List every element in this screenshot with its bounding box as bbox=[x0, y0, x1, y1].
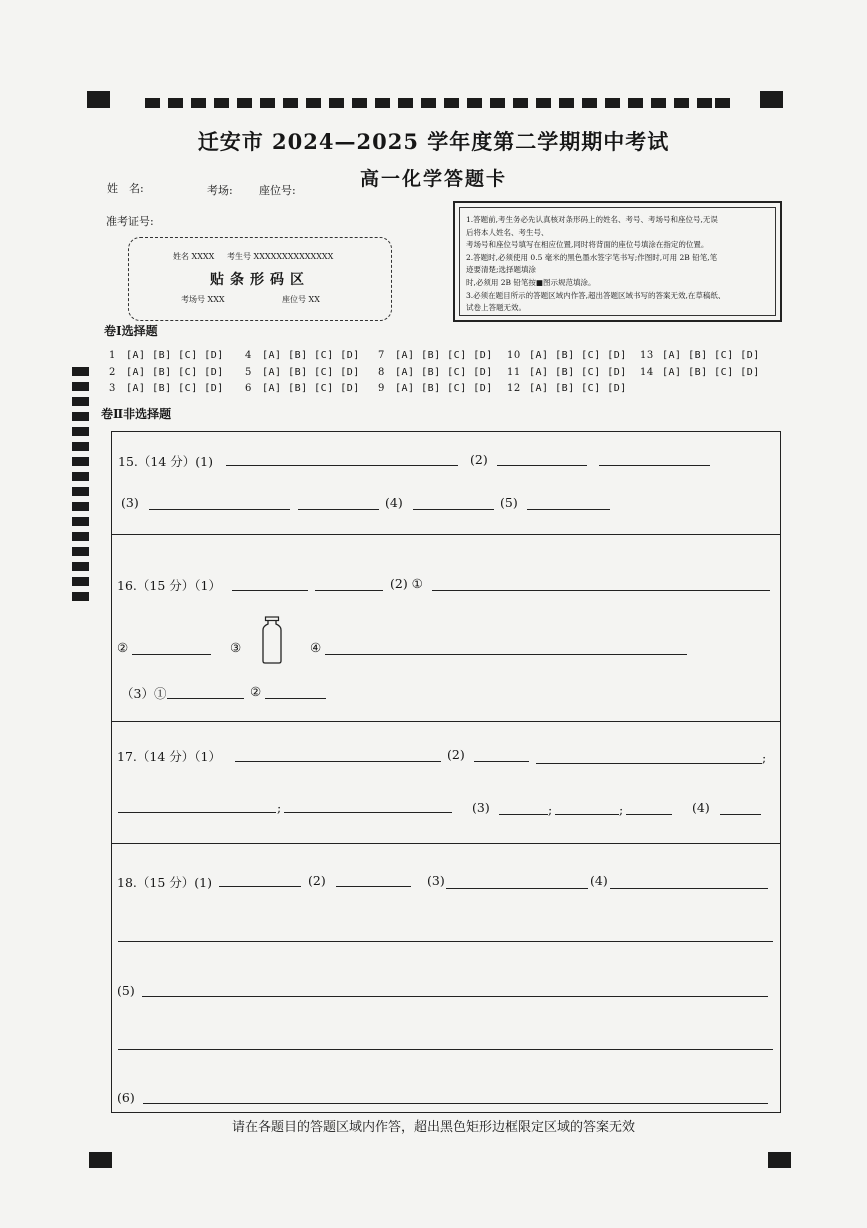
choice-row[interactable]: 11 [A] [B] [C] [D] bbox=[507, 367, 627, 378]
notice-line: 时,必须用 2B 铅笔按■图示规范填涂。 bbox=[466, 277, 596, 287]
choice-row[interactable]: 3 [A] [B] [C] [D] bbox=[109, 383, 224, 394]
notice-line: 1.答题前,考生务必先认真核对条形码上的姓名、考号、考场号和座位号,无误 bbox=[466, 215, 718, 224]
q18-answer-4[interactable] bbox=[610, 888, 768, 889]
q15-answer-2b[interactable] bbox=[599, 465, 710, 466]
q16-heading: 16.（15 分）（1） bbox=[117, 578, 221, 593]
q18-part4-label: (4) bbox=[590, 873, 608, 888]
q16-answer-3-2[interactable] bbox=[265, 698, 326, 699]
q17-answer-2c[interactable] bbox=[118, 812, 276, 813]
barcode-room-field: 考场号 XXX bbox=[181, 295, 225, 304]
q17-part4-label: (4) bbox=[692, 800, 710, 815]
q16-answer-1a[interactable] bbox=[232, 590, 308, 591]
barcode-seat-field: 座位号 XX bbox=[282, 295, 320, 304]
page-subtitle: 高一化学答题卡 bbox=[359, 168, 507, 190]
q17-answer-3a[interactable] bbox=[499, 814, 548, 815]
q18-part5-label: (5) bbox=[117, 983, 135, 998]
q17-answer-3c[interactable] bbox=[626, 814, 672, 815]
gas-bottle-icon[interactable] bbox=[262, 616, 282, 664]
q18-answer-1[interactable] bbox=[219, 886, 301, 887]
corner-mark-top-left bbox=[87, 91, 110, 108]
barcode-name-field: 姓名 XXXX bbox=[173, 252, 215, 261]
barcode-examinee-field: 考生号 XXXXXXXXXXXXXX bbox=[227, 252, 334, 261]
q18-part2-label: (2) bbox=[308, 873, 326, 888]
notice-line: 试卷上答题无效。 bbox=[466, 303, 526, 313]
notice-line: 考场号和座位号填写在相应位置,同时将背面的座位号填涂在指定的位置。 bbox=[466, 240, 709, 250]
divider-15-16 bbox=[111, 534, 781, 535]
q17-semicolon: ; bbox=[548, 802, 553, 817]
q16-answer-2-2[interactable] bbox=[132, 654, 211, 655]
section2-label: 卷Ⅱ非选择题 bbox=[101, 407, 172, 421]
q16-answer-1b[interactable] bbox=[315, 590, 383, 591]
q17-answer-2a[interactable] bbox=[474, 761, 529, 762]
q16-answer-2-4[interactable] bbox=[325, 654, 687, 655]
divider-17-18 bbox=[111, 843, 781, 844]
choice-row[interactable]: 14 [A] [B] [C] [D] bbox=[640, 367, 760, 378]
q17-semicolon: ; bbox=[277, 800, 282, 815]
seat-label: 座位号: bbox=[259, 184, 296, 197]
exam-id-label: 准考证号: bbox=[106, 215, 154, 228]
choice-row[interactable]: 1 [A] [B] [C] [D] bbox=[109, 350, 224, 361]
q16-part2-label: (2) ① bbox=[390, 576, 423, 591]
q15-answer-3a[interactable] bbox=[149, 509, 290, 510]
q16-part3-label: （3）① bbox=[121, 686, 167, 701]
choice-row[interactable]: 8 [A] [B] [C] [D] bbox=[378, 367, 493, 378]
barcode-sticker-area bbox=[128, 237, 392, 321]
q18-answer-line[interactable] bbox=[118, 941, 773, 942]
q15-part4-label: (4) bbox=[385, 495, 403, 510]
q18-answer-3[interactable] bbox=[446, 888, 588, 889]
q18-part3-label: (3) bbox=[427, 873, 445, 888]
q16-part3b-label: ② bbox=[250, 684, 262, 699]
q15-answer-1[interactable] bbox=[226, 465, 458, 466]
notice-line: 2.答题时,必须使用 0.5 毫米的黑色墨水签字笔书写;作图时,可用 2B 铅笔,笔 bbox=[466, 252, 718, 262]
notice-line: 3.必须在题目所示的答题区域内作答,超出答题区域书写的答案无效,在草稿纸、 bbox=[466, 290, 726, 300]
q15-answer-5[interactable] bbox=[527, 509, 610, 510]
name-label: 姓 名: bbox=[107, 182, 144, 195]
barcode-main-label: 贴条形码区 bbox=[210, 272, 310, 288]
q17-answer-2d[interactable] bbox=[284, 812, 452, 813]
q17-answer-4[interactable] bbox=[720, 814, 761, 815]
q18-answer-line[interactable] bbox=[118, 1049, 773, 1050]
q15-answer-3b[interactable] bbox=[298, 509, 379, 510]
divider-16-17 bbox=[111, 721, 781, 722]
notice-box bbox=[453, 201, 782, 322]
choice-row[interactable]: 9 [A] [B] [C] [D] bbox=[378, 383, 493, 394]
choice-row[interactable]: 4 [A] [B] [C] [D] bbox=[245, 350, 360, 361]
q18-answer-2[interactable] bbox=[336, 886, 411, 887]
choice-row[interactable]: 7 [A] [B] [C] [D] bbox=[378, 350, 493, 361]
footer-note: 请在各题目的答题区域内作答，超出黑色矩形边框限定区域的答案无效 bbox=[231, 1120, 635, 1135]
choice-row[interactable]: 5 [A] [B] [C] [D] bbox=[245, 367, 360, 378]
page-title: 迁安市 2024—2025 学年度第二学期期中考试 bbox=[197, 129, 670, 154]
q17-part3-label: (3) bbox=[472, 800, 490, 815]
q16-answer-3-1[interactable] bbox=[167, 698, 244, 699]
q15-part2-label: (2) bbox=[470, 452, 488, 467]
q15-answer-4[interactable] bbox=[413, 509, 494, 510]
q16-circle4-label: ④ bbox=[310, 640, 322, 655]
room-label: 考场: bbox=[207, 184, 233, 197]
q17-answer-3b[interactable] bbox=[555, 814, 619, 815]
choice-row[interactable]: 2 [A] [B] [C] [D] bbox=[109, 367, 224, 378]
section1-label: 卷Ⅰ选择题 bbox=[104, 324, 158, 338]
q18-heading: 18.（15 分）(1) bbox=[117, 875, 212, 890]
q16-circle2-label: ② bbox=[117, 640, 129, 655]
corner-mark-top-right bbox=[760, 91, 783, 108]
q15-answer-2a[interactable] bbox=[497, 465, 587, 466]
q17-part2-label: (2) bbox=[447, 747, 465, 762]
q18-answer-6[interactable] bbox=[143, 1103, 768, 1104]
q15-heading: 15.（14 分）(1) bbox=[118, 454, 213, 469]
q17-semicolon: ; bbox=[762, 750, 767, 765]
q17-answer-1[interactable] bbox=[235, 761, 441, 762]
q15-part3-label: (3) bbox=[121, 495, 139, 510]
q18-answer-5[interactable] bbox=[142, 996, 768, 997]
choice-row[interactable]: 13 [A] [B] [C] [D] bbox=[640, 350, 760, 361]
corner-mark-bottom-right bbox=[768, 1152, 791, 1168]
q17-semicolon: ; bbox=[619, 802, 624, 817]
q17-heading: 17.（14 分）（1） bbox=[117, 749, 221, 764]
q16-answer-2-1[interactable] bbox=[432, 590, 770, 591]
notice-line: 后将本人姓名、考生号、 bbox=[466, 227, 549, 237]
choice-row[interactable]: 10 [A] [B] [C] [D] bbox=[507, 350, 627, 361]
q15-part5-label: (5) bbox=[500, 495, 518, 510]
choice-row[interactable]: 12 [A] [B] [C] [D] bbox=[507, 383, 627, 394]
q16-circle3-label: ③ bbox=[230, 640, 242, 655]
q18-part6-label: (6) bbox=[117, 1090, 135, 1105]
q17-answer-2b[interactable] bbox=[536, 763, 762, 764]
corner-mark-bottom-left bbox=[89, 1152, 112, 1168]
notice-line: 迹要清楚;选择题填涂 bbox=[466, 265, 537, 275]
choice-row[interactable]: 6 [A] [B] [C] [D] bbox=[245, 383, 360, 394]
